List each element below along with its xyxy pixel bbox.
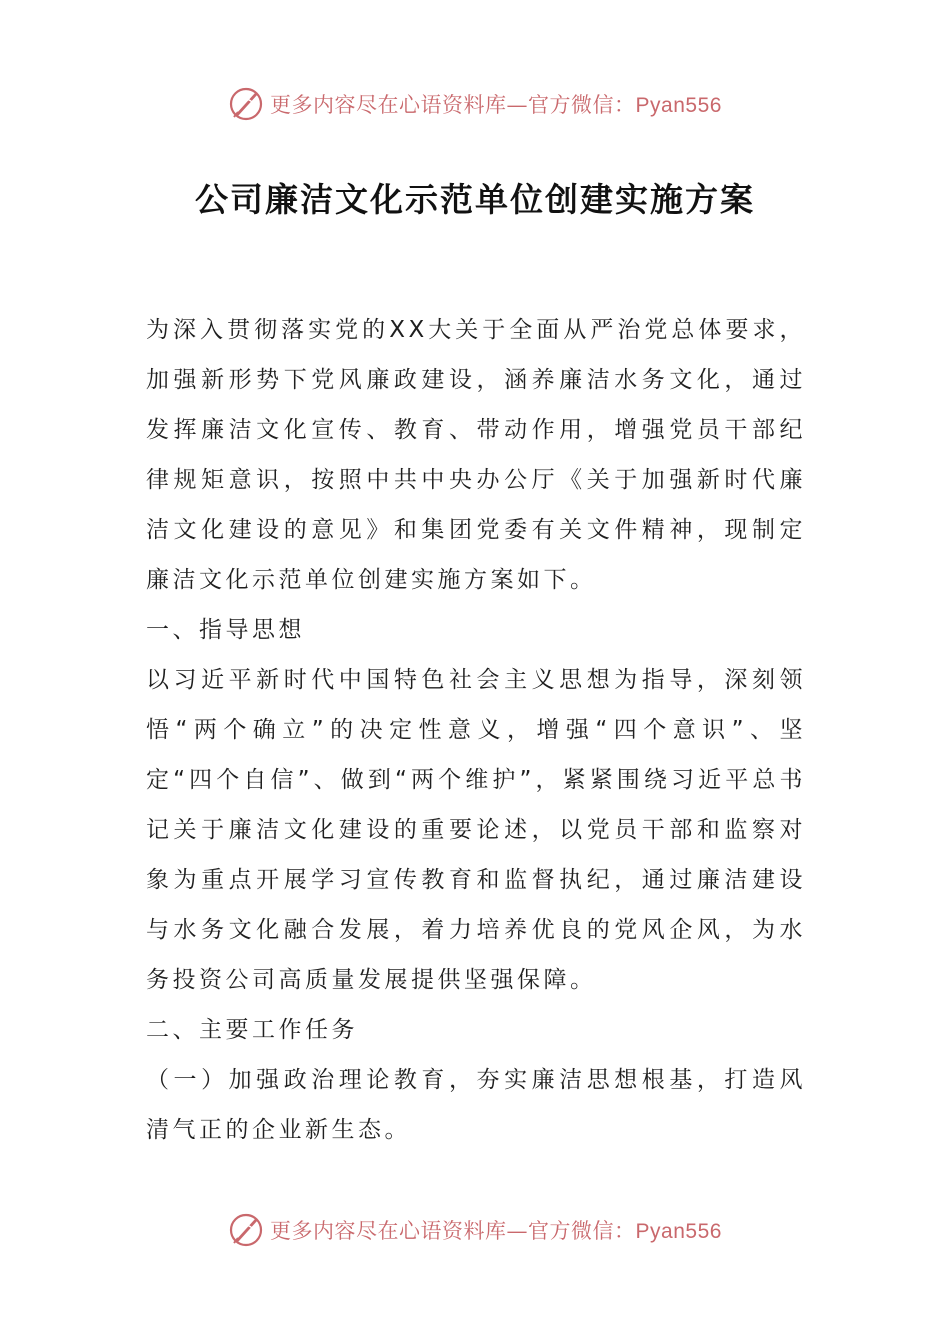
header-watermark bbox=[0, 84, 950, 124]
watermark-official: 官方微信： bbox=[528, 1219, 636, 1243]
watermark-dash: — bbox=[506, 93, 529, 117]
document-body bbox=[146, 305, 806, 1155]
section-heading-main-tasks: 二、主要工作任务 bbox=[146, 1017, 358, 1043]
quill-logo-icon bbox=[228, 1212, 264, 1248]
watermark-text bbox=[270, 1215, 722, 1245]
watermark-text bbox=[270, 89, 722, 119]
section-heading-guiding-ideology: 一、指导思想 bbox=[146, 617, 305, 643]
watermark-handle: Pyan556 bbox=[635, 94, 722, 117]
task-one-paragraph: （一）加强政治理论教育，夯实廉洁思想根基，打造风清气正的企业新生态。 bbox=[146, 1067, 806, 1143]
document-title: 公司廉洁文化示范单位创建实施方案 bbox=[195, 180, 755, 219]
intro-paragraph: 为深入贯彻落实党的XX大关于全面从严治党总体要求，加强新形势下党风廉政建设，涵养廉洁水务文化，通过发挥廉洁文化宣传、教育、带动作用，增强党员干部纪律规矩意识，按照中共中央办公厅《关于加强新时代廉洁文化建设的意见》和集团党委有关文件精神，现制定廉洁文化示范单位创建实施方案如下。 bbox=[146, 317, 806, 593]
watermark-site: 更多内容尽在心语资料库 bbox=[270, 1219, 507, 1243]
watermark-dash: — bbox=[506, 1219, 529, 1243]
watermark-official: 官方微信： bbox=[528, 93, 636, 117]
guiding-ideology-paragraph: 以习近平新时代中国特色社会主义思想为指导，深刻领悟“两个确立”的决定性意义，增强“四个意识”、坚定“四个自信”、做到“两个维护”，紧紧围绕习近平总书记关于廉洁文化建设的重要论述，以党员干部和监察对象为重点开展学习宣传教育和监督执纪，通过廉洁建设与水务文化融合发展，着力培养优良的党风企风，为水务投资公司高质量发展提供坚强保障。 bbox=[146, 667, 806, 993]
watermark-site: 更多内容尽在心语资料库 bbox=[270, 93, 507, 117]
watermark-handle: Pyan556 bbox=[635, 1220, 722, 1243]
quill-logo-icon bbox=[228, 86, 264, 122]
footer-watermark bbox=[0, 1210, 950, 1250]
